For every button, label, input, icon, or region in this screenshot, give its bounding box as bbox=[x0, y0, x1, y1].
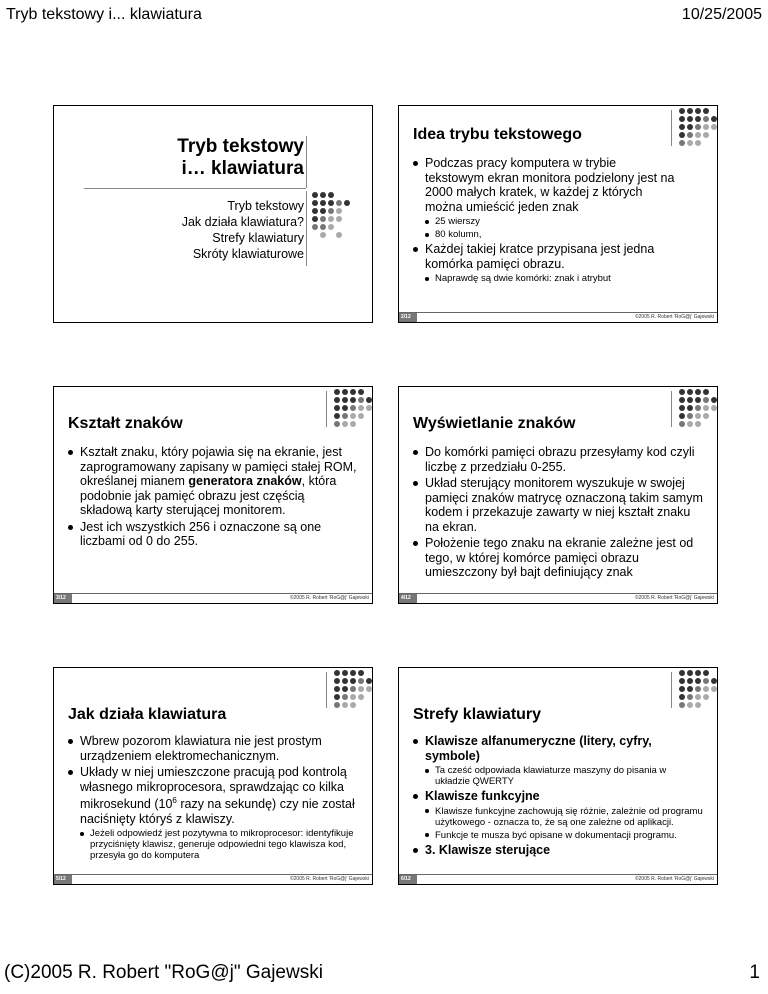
sub-list bbox=[425, 806, 703, 841]
bullet-list bbox=[68, 734, 358, 863]
sub-item: Jeżeli odpowiedź jest pozytywna to mikroprocesor: identyfikuje przyciśnięty klawisz, generuje odpowiedni tego klawisza kod, przesyła go do komputera bbox=[80, 828, 358, 861]
slide-number: 2/12 bbox=[399, 313, 417, 322]
slide-6 bbox=[398, 667, 718, 885]
slide-title: Wyświetlanie znaków bbox=[413, 415, 576, 432]
bullet-item: Kształt znaku, który pojawia się na ekranie, jest zaprogramowany zapisany w pamięci stałej ROM, określanej mianem generatora znaków, która podobnie jak pamięć obrazu jest częścią składową karty sterującej monitorem. bbox=[68, 445, 358, 518]
slide-title: Jak działa klawiatura bbox=[68, 706, 227, 723]
decorative-dots bbox=[334, 389, 373, 428]
slide-title: Strefy klawiatury bbox=[413, 706, 542, 723]
decorative-dots bbox=[312, 192, 351, 239]
agenda-list bbox=[182, 198, 304, 262]
divider bbox=[306, 191, 307, 266]
divider bbox=[306, 136, 307, 188]
sub-list bbox=[80, 828, 358, 861]
slide-2 bbox=[398, 105, 718, 323]
bullet-item: Klawisze funkcyjne Klawisze funkcyjne zachowują się różnie, zależnie od programu użytkowego - oznacza to, że są one zależne od aplikacji. Funkcje te musza być opisane w dokumentacji programu. bbox=[413, 789, 703, 841]
bullet-item: Każdej takiej kratce przypisana jest jedna komórka pamięci obrazu. Naprawdę są dwie komórki: znak i atrybut bbox=[413, 242, 678, 284]
bullet-list bbox=[68, 445, 358, 551]
emphasis: generatora znaków bbox=[188, 474, 302, 488]
sub-list bbox=[425, 216, 678, 240]
slide-4 bbox=[398, 386, 718, 604]
slide-1 bbox=[53, 105, 373, 323]
title-line-2: i… klawiatura bbox=[181, 158, 304, 179]
sub-item: Ta cześć odpowiada klawiaturze maszyny do pisania w układzie QWERTY bbox=[425, 765, 703, 787]
slide-copyright: ©2005 R. Robert 'RoG@j' Gajewski bbox=[634, 876, 714, 882]
bullet-item: Do komórki pamięci obrazu przesyłamy kod czyli liczbę z przedziału 0-255. bbox=[413, 445, 703, 474]
slide-footer bbox=[399, 312, 717, 322]
bullet-item: Jest ich wszystkich 256 i oznaczone są one liczbami od 0 do 255. bbox=[68, 520, 358, 549]
divider bbox=[326, 672, 327, 708]
decorative-dots bbox=[334, 670, 373, 709]
slide-title bbox=[177, 136, 304, 180]
slide-number: 3/12 bbox=[54, 594, 72, 603]
slide-number: 5/12 bbox=[54, 875, 72, 884]
agenda-item: Strefy klawiatury bbox=[212, 231, 304, 245]
bullet-item: Układy w niej umieszczone pracują pod kontrolą własnego mikroprocesora, sprawdzając co kilka mikrosekund ($10^6$ razy na sekundę) czy nie został naciśnięty któryś z klawiszy. Jeżeli odpowiedź jest pozytywna to mikroprocesor: identyfikuje przyciśnięty klawisz, generuje odpowiedni tego klawisza kod, przesyła go do komputera bbox=[68, 765, 358, 861]
bullet-item: Podczas pracy komputera w trybie tekstowym ekran monitora podzielony jest na 2000 małych kratek, w każdej z których można umieścić jeden znak 25 wierszy 80 kolumn, bbox=[413, 156, 678, 240]
agenda-item: Tryb tekstowy bbox=[227, 199, 304, 213]
bullet-list bbox=[413, 156, 678, 286]
bullet-item: 3. Klawisze sterujące bbox=[413, 843, 703, 858]
slide-number: 4/12 bbox=[399, 594, 417, 603]
slide-copyright: ©2005 R. Robert 'RoG@j' Gajewski bbox=[634, 595, 714, 601]
slide-5 bbox=[53, 667, 373, 885]
sub-list bbox=[425, 765, 703, 787]
divider bbox=[671, 391, 672, 427]
slide-footer bbox=[54, 874, 372, 884]
divider bbox=[671, 672, 672, 708]
sub-item: 25 wierszy bbox=[425, 216, 678, 227]
slide-3 bbox=[53, 386, 373, 604]
header-date: 10/25/2005 bbox=[681, 6, 762, 23]
bullet-list bbox=[413, 734, 703, 859]
slide-number: 6/12 bbox=[399, 875, 417, 884]
slide-copyright: ©2005 R. Robert 'RoG@j' Gajewski bbox=[289, 595, 369, 601]
bullet-item: Położenie tego znaku na ekranie zależne jest od tego, w której komórce pamięci obrazu umieszczony był bajt definiujący znak bbox=[413, 536, 703, 580]
sub-list bbox=[425, 273, 678, 284]
bullet-list bbox=[413, 445, 703, 582]
slide-copyright: ©2005 R. Robert 'RoG@j' Gajewski bbox=[634, 314, 714, 320]
bullet-item: Klawisze alfanumeryczne (litery, cyfry, symbole) Ta cześć odpowiada klawiaturze maszyny do pisania w układzie QWERTY bbox=[413, 734, 703, 787]
divider bbox=[671, 110, 672, 146]
page-number: 1 bbox=[749, 962, 760, 983]
divider bbox=[326, 391, 327, 427]
sub-item: Funkcje te musza być opisane w dokumentacji programu. bbox=[425, 830, 703, 841]
decorative-dots bbox=[679, 108, 718, 147]
sub-item: 80 kolumn, bbox=[425, 229, 678, 240]
decorative-dots bbox=[679, 670, 718, 709]
sub-item: Klawisze funkcyjne zachowują się różnie, zależnie od programu użytkowego - oznacza to, że są one zależne od aplikacji. bbox=[425, 806, 703, 828]
divider bbox=[84, 188, 306, 189]
header-title: Tryb tekstowy i... klawiatura bbox=[6, 6, 202, 23]
bullet-item: Wbrew pozorom klawiatura nie jest prostym urządzeniem elektromechanicznym. bbox=[68, 734, 358, 763]
slide-copyright: ©2005 R. Robert 'RoG@j' Gajewski bbox=[289, 876, 369, 882]
slide-footer bbox=[399, 593, 717, 603]
slide-title: Idea trybu tekstowego bbox=[413, 126, 582, 143]
sub-item: Naprawdę są dwie komórki: znak i atrybut bbox=[425, 273, 678, 284]
bullet-item: Układ sterujący monitorem wyszukuje w swojej pamięci znaków matrycę oznaczoną takim samym kodem i przekazuje zawarty w niej kształt znaku na ekran. bbox=[413, 476, 703, 534]
slide-footer bbox=[54, 593, 372, 603]
agenda-item: Jak działa klawiatura? bbox=[181, 215, 304, 229]
slide-footer bbox=[399, 874, 717, 884]
slide-title: Kształt znaków bbox=[68, 415, 183, 432]
agenda-item: Skróty klawiaturowe bbox=[192, 247, 304, 261]
decorative-dots bbox=[679, 389, 718, 428]
footer-author: (C)2005 R. Robert "RoG@j" Gajewski bbox=[4, 962, 323, 983]
title-line-1: Tryb tekstowy bbox=[177, 136, 304, 157]
